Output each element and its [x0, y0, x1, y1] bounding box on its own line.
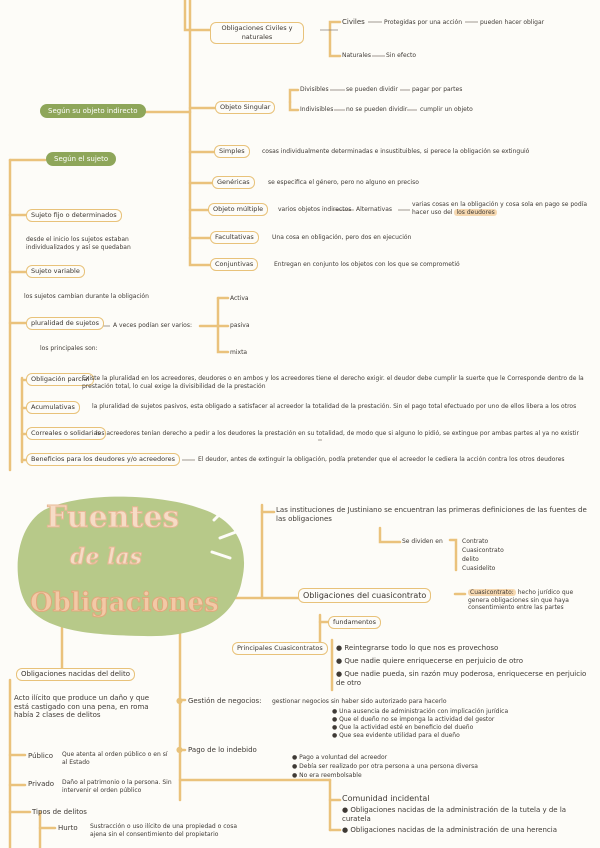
divisibles-desc: se pueden dividir [346, 86, 398, 93]
principales-cuasi-box: Principales Cuasicontratos [232, 642, 328, 655]
alternativas-desc: varias cosas en la obligación y cosa sola en pago se podía hacer uso del los deudores [412, 201, 587, 216]
divisibles-label: Divisibles [300, 86, 329, 93]
sujeto-variable-desc: los sujetos cambian durante la obligación [24, 293, 149, 300]
simples-desc: cosas individualmente determinadas e insustituibles, si perece la obligación se extinguió [262, 148, 530, 155]
fund-3: ● Que nadie pueda, sin razón muy poderosa, enriquecerse en perjuicio de otro [336, 670, 587, 687]
oblig-delito-box: Obligaciones nacidas del delito [16, 668, 135, 681]
gestion-bullet: ● [176, 696, 183, 705]
facultativas-desc: Una cosa en obligación, pero dos en ejecución [272, 234, 412, 241]
obligaciones-civiles-box: Obligaciones Civiles y naturales [210, 22, 304, 44]
activa-label: Activa [230, 295, 249, 302]
privado-desc: Daño al patrimonio o la persona. Sin intervenir el orden público [62, 779, 172, 794]
hurto-desc: Sustracción o uso ilícito de una propiedad o cosa ajena sin el consentimiento del propietario [90, 823, 237, 838]
divisibles-desc2: pagar por partes [412, 86, 463, 93]
se-dividen-label: Se dividen en [402, 538, 443, 545]
sujeto-fijo-desc: desde el inicio los sujetos estaban individualizados y así se quedaban [26, 236, 131, 251]
gestion-item-3: ● Que la actividad esté en beneficio del dueño [332, 724, 474, 731]
objeto-multiple-box: Objeto múltiple [208, 203, 268, 216]
conjuntivas-box: Conjuntivas [210, 258, 258, 271]
pluralidad-desc: A veces podían ser varios: [113, 322, 192, 329]
indivisibles-label: Indivisibles [300, 106, 334, 113]
institutas-text: Las instituciones de Justiniano se encuentran las primeras definiciones de las fuentes de las obligaciones [276, 506, 587, 523]
indivisibles-desc2: cumplir un objeto [420, 106, 473, 113]
pago-item-1: ● Pago a voluntad del acreedor [292, 754, 388, 761]
fuente-delito: delito [462, 556, 479, 563]
acumulativas-desc: la pluralidad de sujetos pasivos, esta obligado a satisfacer al acreedor la totalidad de la prestación. Sin el pago total efectuado por uno de ellos libera a los otros [92, 403, 577, 410]
segun-objeto-pill: Según su objeto indirecto [40, 104, 146, 118]
sujeto-fijo-box: Sujeto fijo o determinados [26, 209, 122, 222]
title-line1: Fuentes [46, 500, 180, 535]
title-line2: de las [70, 544, 143, 570]
correales-desc: los acreedores tenían derecho a pedir a los deudores la prestación en su totalidad, de modo que si alguno lo pidió, se extingue por ambas partes al ya no existir [96, 430, 579, 437]
genericas-box: Genéricas [212, 176, 255, 189]
herencia-label: ● Obligaciones nacidas de la administración de una herencia [342, 826, 558, 834]
fuente-cuasicontrato: Cuasicontrato [462, 547, 504, 554]
sujeto-variable-box: Sujeto variable [26, 265, 85, 278]
civiles-label: Civiles [342, 18, 365, 26]
civiles-desc: Protegidas por una acción [384, 19, 463, 26]
alternativas-label: Alternativas [356, 206, 393, 213]
genericas-desc: se especifica el género, pero no alguno en preciso [268, 179, 419, 186]
principales-label: los principales son: [40, 345, 98, 352]
obligacion-parcial-box: Obligación parcial [26, 373, 94, 386]
title-line3: Obligaciones [30, 588, 219, 618]
gestion-desc: gestionar negocios sin haber sido autorizado para hacerlo [272, 698, 447, 705]
publico-label: Público [28, 752, 53, 760]
fundamentos-box: fundamentos [328, 616, 381, 629]
beneficios-box: Beneficios para los deudores y/o acreedores [26, 453, 180, 466]
pago-item-2: ● Debía ser realizado por otra persona a una persona diversa [292, 763, 478, 770]
fuente-contrato: Contrato [462, 538, 489, 545]
segun-sujeto-pill: Según el sujeto [46, 152, 116, 166]
objeto-multiple-desc: varios objetos indirectos [278, 206, 352, 213]
fund-2: ● Que nadie quiere enriquecerse en perjuicio de otro [336, 657, 524, 665]
correales-box: Correales o solidarias [26, 427, 106, 440]
naturales-desc: Sin efecto [386, 52, 417, 59]
naturales-label: Naturales [342, 52, 371, 59]
gestion-label: Gestión de negocios: [188, 697, 262, 705]
facultativas-box: Facultativas [210, 231, 259, 244]
cuasicontrato-desc: Cuasicontrato: hecho jurídico que genera obligaciones sin que haya consentimiento entre las partes [468, 589, 574, 611]
privado-label: Privado [28, 780, 55, 788]
conjuntivas-desc: Entregan en conjunto los objetos con los que se comprometió [274, 261, 460, 268]
gestion-item-4: ● Que sea evidente utilidad para el dueño [332, 732, 460, 739]
gestion-item-2: ● Que el dueño no se imponga la actividad del gestor [332, 716, 495, 723]
obligacion-parcial-desc: Existe la pluralidad en los acreedores, deudores o en ambos y los acreedores tiene el derecho exigir. el deudor debe cumplir la suerte que le Corresponde dentro de la prestación total, lo cual exige la divisibilidad de la prestación [82, 375, 584, 390]
simples-box: Simples [214, 145, 250, 158]
hurto-label: Hurto [58, 824, 78, 832]
fund-1: ● Reintegrarse todo lo que nos es provechoso [336, 644, 499, 652]
mixta-label: mixta [230, 349, 248, 356]
gestion-item-1: ● Una ausencia de administración con implicación jurídica [332, 708, 509, 715]
tipos-label: Tipos de delitos [32, 808, 87, 816]
pago-item-3: ● No era reembolsable [292, 772, 362, 779]
publico-desc: Que atenta al orden público o en sí al Estado [62, 751, 168, 766]
civiles-desc2: pueden hacer obligar [480, 19, 545, 26]
fuente-cuasidelito: Cuasidelito [462, 565, 496, 572]
comunidad-label: Comunidad incidental [342, 794, 430, 803]
delito-desc: Acto ilícito que produce un daño y que está castigado con una pena, en roma había 2 clases de delitos [14, 694, 150, 719]
beneficios-desc: El deudor, antes de extinguir la obligación, podía pretender que el acreedor le cediera la acción contra los otros deudores [198, 456, 565, 463]
indivisibles-desc: no se pueden dividir [346, 106, 408, 113]
pluralidad-box: pluralidad de sujetos [26, 317, 104, 330]
pasiva-label: pasiva [230, 322, 250, 329]
pago-bullet: ● [176, 745, 183, 754]
tutela-label: ● Obligaciones nacidas de la administración de la tutela y de la curatela [342, 806, 567, 823]
objeto-singular-box: Objeto Singular [215, 101, 275, 114]
oblig-cuasicontrato-box: Obligaciones del cuasicontrato [298, 588, 431, 603]
pago-label: Pago de lo indebido [188, 746, 257, 754]
acumulativas-box: Acumulativas [26, 401, 80, 414]
